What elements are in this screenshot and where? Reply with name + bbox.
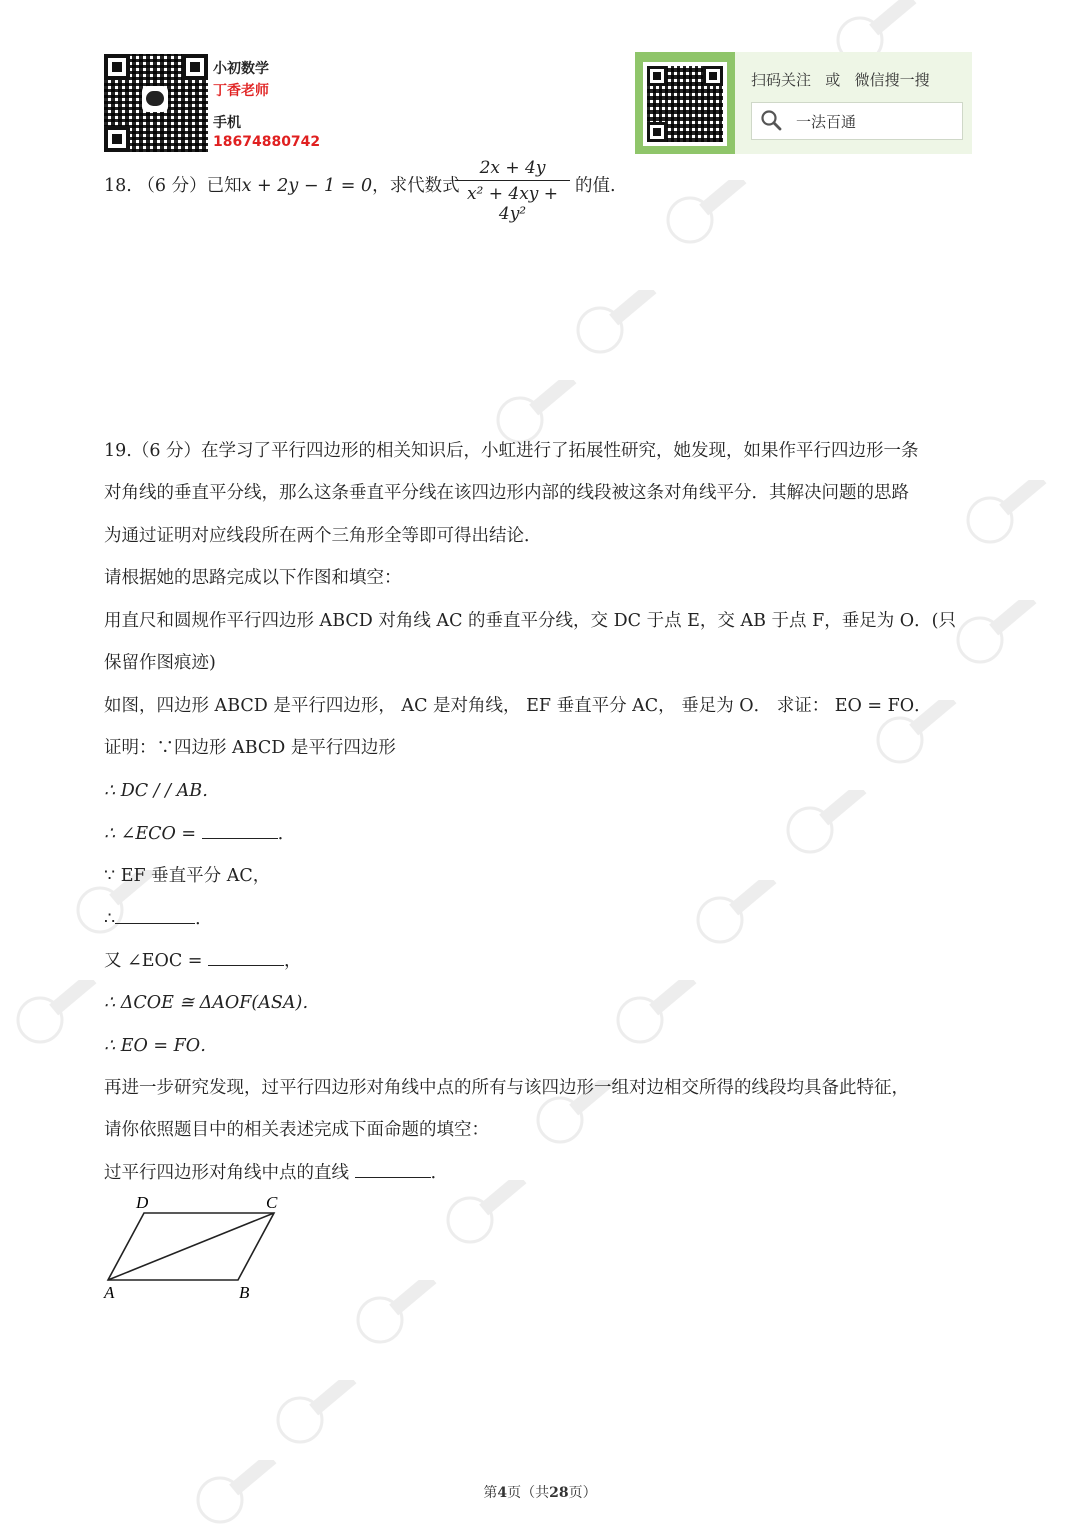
- q19-angle-eco-label: ∴ ∠ECO =: [104, 824, 197, 844]
- footer-page-number: 4: [497, 1485, 508, 1501]
- contact-phone-label: 手机: [213, 115, 241, 131]
- contact-phone-number: 18674880742: [213, 134, 321, 150]
- q19-angle-eoc-end: ，: [284, 951, 302, 971]
- q19-proof-result: ∴ EO = FO．: [104, 1036, 218, 1056]
- promo-scan-text: 扫码关注 或 微信搜一搜: [751, 71, 930, 89]
- q19-therefore-label: ∴: [104, 909, 116, 929]
- question-18: [104, 172, 460, 197]
- q18-condition: x + 2y − 1 = 0: [241, 176, 373, 196]
- label-d: D: [136, 1193, 149, 1212]
- q19-extension-2: 请你依照题目中的相关表述完成下面命题的填空：: [104, 1120, 489, 1140]
- answer-blank-angle-eco[interactable]: [202, 824, 278, 839]
- watermark-logo-icon: [950, 480, 1070, 560]
- contact-teacher: 丁香老师: [213, 83, 269, 99]
- promo-banner: [635, 52, 972, 154]
- q18-denominator: x² + 4xy + 4y²: [466, 184, 559, 224]
- q19-construction-note: 保留作图痕迹): [104, 653, 216, 673]
- q19-proof-angle-blank: [104, 820, 295, 845]
- q19-therefore-end: ．: [195, 909, 213, 929]
- contact-subject: 小初数学: [213, 61, 269, 77]
- q18-suffix: 的值.: [575, 176, 616, 196]
- q19-paragraph-1: 19.（6 分）在学习了平行四边形的相关知识后，小虹进行了拓展性研究，她发现，如果作平行四边形一条: [104, 441, 919, 461]
- footer-total-pages: 28: [549, 1485, 569, 1501]
- search-icon: [760, 109, 782, 131]
- diagonal-ac: [108, 1213, 274, 1280]
- watermark-logo-icon: [430, 1180, 550, 1260]
- q19-proposition-label: 过平行四边形对角线中点的直线: [104, 1163, 349, 1183]
- q19-extension-1: 再进一步研究发现，过平行四边形对角线中点的所有与该四边形一组对边相交所得的线段均具备此特征，: [104, 1078, 909, 1098]
- watermark-logo-icon: [650, 180, 770, 260]
- q18-fraction: [455, 158, 570, 224]
- q18-middle: ，求代数式: [372, 176, 460, 196]
- answer-blank-conclusion[interactable]: [115, 909, 195, 924]
- promo-search-box: [751, 102, 963, 140]
- label-a: A: [104, 1283, 115, 1302]
- watermark-logo-icon: [560, 290, 680, 370]
- page-footer: [0, 1482, 1080, 1502]
- watermark-logo-icon: [770, 790, 890, 870]
- wechat-icon: [142, 86, 168, 112]
- watermark-logo-icon: [260, 1380, 380, 1460]
- label-c: C: [266, 1193, 278, 1212]
- q19-angle-eoc-label: 又 ∠EOC =: [104, 951, 203, 971]
- promo-qr-code: [643, 62, 727, 146]
- q19-proof-bisector: ∵ EF 垂直平分 AC，: [104, 866, 271, 886]
- q19-construction-task: 用直尺和圆规作平行四边形 ABCD 对角线 AC 的垂直平分线，交 DC 于点 E，交 AB 于点 F，垂足为 O．(只: [104, 611, 956, 631]
- watermark-logo-icon: [340, 1280, 460, 1360]
- q19-paragraph-3: 为通过证明对应线段所在两个三角形全等即可得出结论．: [104, 526, 542, 546]
- watermark-logo-icon: [0, 980, 120, 1060]
- watermark-logo-icon: [940, 600, 1060, 680]
- contact-qr-code: [104, 54, 208, 152]
- q19-paragraph-2: 对角线的垂直平分线，那么这条垂直平分线在该四边形内部的线段被这条对角线平分．其解决问题的思路: [104, 483, 909, 503]
- q18-numerator: 2x + 4y: [455, 158, 570, 181]
- parallelogram-figure: [100, 1188, 290, 1306]
- q19-proposition-blank: [104, 1159, 448, 1184]
- q19-instruction: 请根据她的思路完成以下作图和填空：: [104, 568, 402, 588]
- watermark-logo-icon: [680, 880, 800, 960]
- q19-proof-congruent: ∴ ΔCOE ≅ ΔAOF(ASA)．: [104, 993, 320, 1013]
- footer-prefix: 第: [483, 1485, 498, 1501]
- footer-middle: 页（共: [507, 1485, 550, 1501]
- watermark-logo-icon: [600, 980, 720, 1060]
- q19-proof-statement: 如图，四边形 ABCD 是平行四边形， AC 是对角线， EF 垂直平分 AC， 垂足为 O． 求证： EO = FO．: [104, 696, 932, 716]
- footer-suffix: 页）: [568, 1485, 597, 1501]
- q18-prefix: 18. （6 分）已知: [104, 176, 242, 196]
- q19-angle-eco-end: ．: [277, 824, 296, 844]
- answer-blank-proposition[interactable]: [355, 1163, 431, 1178]
- answer-blank-angle-eoc[interactable]: [208, 951, 284, 966]
- q19-proposition-end: ．: [430, 1163, 449, 1183]
- label-b: B: [239, 1283, 250, 1302]
- q19-proof-conclusion-blank: [104, 905, 213, 930]
- promo-search-text: 一法百通: [796, 113, 857, 131]
- q19-proof-parallel: ∴ DC / / AB．: [104, 781, 220, 801]
- q19-proof-eoc-blank: [104, 947, 302, 972]
- q19-proof-start: 证明：∵四边形 ABCD 是平行四边形: [104, 738, 396, 758]
